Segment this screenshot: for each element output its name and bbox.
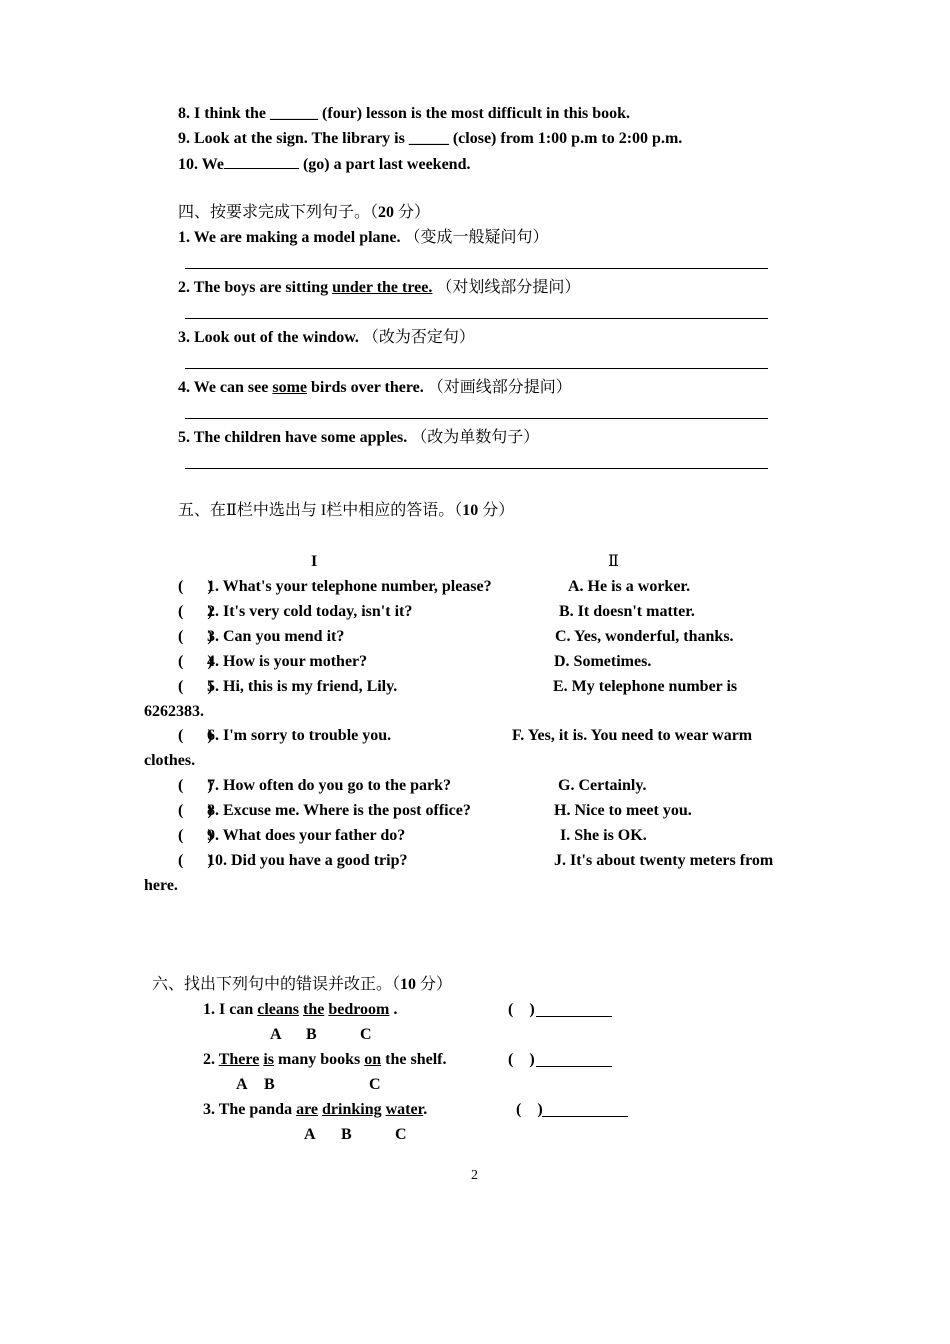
answer-paren[interactable]: ( ) — [178, 678, 213, 695]
matching-question: 8. Excuse me. Where is the post office? — [207, 802, 471, 819]
answer-line-5[interactable] — [185, 468, 768, 469]
answer-paren[interactable]: ( ) — [178, 827, 213, 844]
letter-c: C — [395, 1126, 407, 1143]
correction-line-3[interactable] — [542, 1116, 628, 1117]
s4-question-5: 5. The children have some apples. （改为单数句子） — [178, 429, 540, 446]
matching-question: 7. How often do you go to the park? — [207, 777, 452, 794]
matching-question: 4. How is your mother? — [207, 653, 368, 670]
matching-question: 9. What does your father do? — [207, 827, 406, 844]
answer-paren[interactable]: ( ) — [178, 603, 213, 620]
matching-answer-wrap: here. — [144, 877, 178, 894]
question-10: 10. We (go) a part last weekend. — [178, 156, 471, 173]
letter-a: A — [304, 1126, 316, 1143]
correction-line-2[interactable] — [536, 1066, 612, 1067]
s4-question-4: 4. We can see some birds over there. （对画线部分提问） — [178, 379, 572, 396]
letter-b: B — [341, 1126, 352, 1143]
column-2-header: Ⅱ — [608, 553, 619, 570]
question-8: 8. I think the ______ (four) lesson is the most difficult in this book. — [178, 105, 631, 122]
s4-question-1: 1. We are making a model plane. （变成一般疑问句） — [178, 229, 549, 246]
section-6-heading: 六、找出下列句中的错误并改正。（10 分） — [152, 976, 453, 993]
matching-answer: C. Yes, wonderful, thanks. — [555, 628, 734, 645]
s4-question-3: 3. Look out of the window. （改为否定句） — [178, 329, 475, 346]
matching-answer-wrap: clothes. — [144, 752, 196, 769]
letter-a: A — [270, 1026, 282, 1043]
matching-answer: F. Yes, it is. You need to wear warm — [512, 727, 753, 744]
matching-answer-wrap: 6262383. — [144, 703, 204, 720]
error-sentence-3: 3. The panda are drinking water. — [203, 1101, 428, 1118]
answer-line-1[interactable] — [185, 268, 768, 269]
error-sentence-2: 2. There is many books on the shelf. — [203, 1051, 447, 1068]
answer-paren[interactable]: ( ) — [178, 777, 213, 794]
answer-paren[interactable]: ( ) — [178, 802, 213, 819]
matching-question: 6. I'm sorry to trouble you. — [207, 727, 392, 744]
column-1-header: I — [311, 553, 318, 570]
letter-b: B — [306, 1026, 317, 1043]
answer-paren[interactable]: ( ) — [178, 653, 213, 670]
error-sentence-1: 1. I can cleans the bedroom . — [203, 1001, 398, 1018]
matching-answer: E. My telephone number is — [553, 678, 738, 695]
answer-paren[interactable]: ( ) — [178, 578, 213, 595]
matching-question: 5. Hi, this is my friend, Lily. — [207, 678, 398, 695]
matching-answer: G. Certainly. — [558, 777, 647, 794]
answer-paren[interactable]: ( ) — [508, 1051, 535, 1068]
answer-blank[interactable] — [224, 154, 299, 169]
section-5-heading: 五、在Ⅱ栏中选出与 I栏中相应的答语。（10 分） — [178, 502, 515, 519]
letter-b: B — [264, 1076, 275, 1093]
letter-c: C — [369, 1076, 381, 1093]
letter-a: A — [236, 1076, 248, 1093]
answer-paren[interactable]: ( ) — [508, 1001, 535, 1018]
answer-line-4[interactable] — [185, 418, 768, 419]
matching-answer: I. She is OK. — [560, 827, 647, 844]
matching-answer: H. Nice to meet you. — [554, 802, 692, 819]
s4-question-2: 2. The boys are sitting under the tree. （对划线部分提问） — [178, 279, 581, 296]
matching-answer: B. It doesn't matter. — [559, 603, 695, 620]
correction-line-1[interactable] — [536, 1016, 612, 1017]
answer-paren[interactable]: ( ) — [516, 1101, 543, 1118]
matching-question: 2. It's very cold today, isn't it? — [207, 603, 413, 620]
matching-question: 10. Did you have a good trip? — [207, 852, 408, 869]
matching-answer: J. It's about twenty meters from — [554, 852, 774, 869]
page-number: 2 — [471, 1168, 478, 1183]
question-9: 9. Look at the sign. The library is _____ (close) from 1:00 p.m to 2:00 p.m. — [178, 130, 683, 147]
section-4-heading: 四、按要求完成下列句子。（20 分） — [178, 204, 431, 221]
matching-answer: A. He is a worker. — [568, 578, 691, 595]
letter-c: C — [360, 1026, 372, 1043]
matching-answer: D. Sometimes. — [554, 653, 652, 670]
answer-line-3[interactable] — [185, 368, 768, 369]
matching-question: 1. What's your telephone number, please? — [207, 578, 492, 595]
answer-line-2[interactable] — [185, 318, 768, 319]
answer-paren[interactable]: ( ) — [178, 628, 213, 645]
answer-paren[interactable]: ( ) — [178, 727, 213, 744]
answer-paren[interactable]: ( ) — [178, 852, 213, 869]
matching-question: 3. Can you mend it? — [207, 628, 345, 645]
